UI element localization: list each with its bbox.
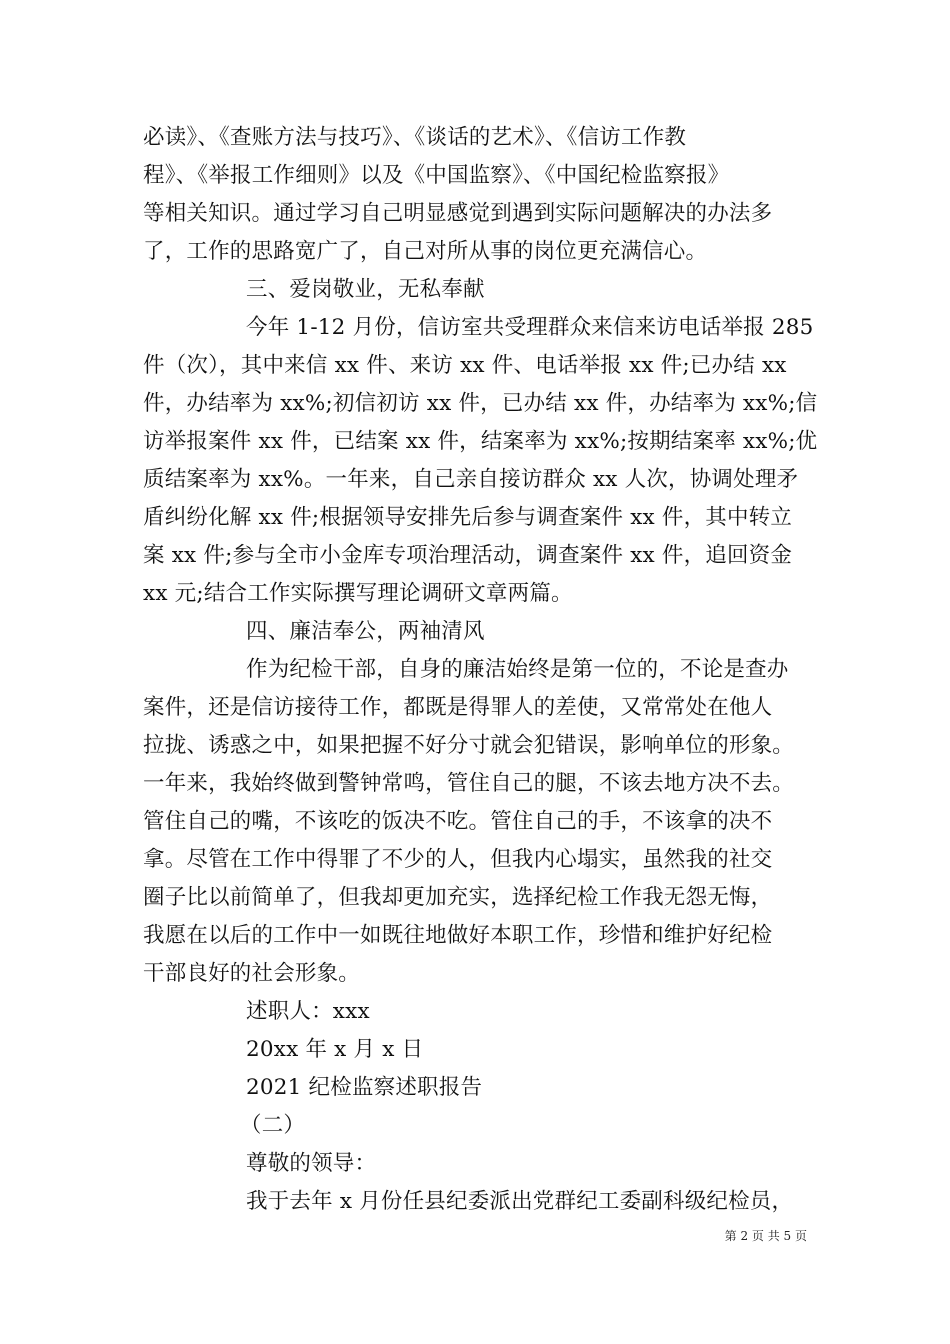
text-line: 盾纠纷化解 xx 件;根据领导安排先后参与调查案件 xx 件，其中转立 [143,505,793,530]
text-line: 了，工作的思路宽广了，自己对所从事的岗位更充满信心。 [143,239,708,264]
text-line: 案件，还是信访接待工作，都既是得罪人的差使，又常常处在他人 [143,695,773,720]
text-line: 访举报案件 xx 件，已结案 xx 件，结案率为 xx%;按期结案率 xx%;优 [143,429,818,454]
text-line: 拉拢、诱惑之中，如果把握不好分寸就会犯错误，影响单位的形象。 [143,733,795,758]
text-line: 干部良好的社会形象。 [143,961,361,986]
report-title: 2021 纪检监察述职报告 [246,1075,483,1100]
section-heading-4: 四、廉洁奉公，两袖清风 [246,619,485,644]
text-line: 必读》、《查账方法与技巧》、《谈话的艺术》、《信访工作教 [143,125,687,150]
text-line: 件（次），其中来信 xx 件、来访 xx 件、电话举报 xx 件;已办结 xx [143,353,787,378]
text-line: 等相关知识。通过学习自己明显感觉到遇到实际问题解决的办法多 [143,201,773,226]
text-line: 我愿在以后的工作中一如既往地做好本职工作，珍惜和维护好纪检 [143,923,773,948]
part-number: （二） [240,1113,306,1138]
salutation: 尊敬的领导： [246,1151,377,1176]
reporter-line: 述职人：xxx [246,999,370,1024]
text-line: 一年来，我始终做到警钟常鸣，管住自己的腿，不该去地方决不去。 [143,771,795,796]
page-number: 第 2 页 共 5 页 [724,1229,807,1243]
date-line: 20xx 年 x 月 x 日 [246,1037,424,1062]
text-line: 件，办结率为 xx%;初信初访 xx 件，已办结 xx 件，办结率为 xx%;信 [143,391,818,416]
text-line: 作为纪检干部，自身的廉洁始终是第一位的，不论是查办 [246,657,789,682]
text-line: 程》、《举报工作细则》以及《中国监察》、《中国纪检监察报》 [143,163,730,188]
text-line: 圈子比以前简单了，但我却更加充实，选择纪检工作我无怨无悔， [143,885,773,910]
text-line: 我于去年 x 月份任县纪委派出党群纪工委副科级纪检员， [246,1189,794,1214]
text-line: 今年 1-12 月份，信访室共受理群众来信来访电话举报 285 [246,315,814,340]
text-line: 拿。尽管在工作中得罪了不少的人，但我内心塌实，虽然我的社交 [143,847,773,872]
section-heading-3: 三、爱岗敬业，无私奉献 [246,277,485,302]
text-line: 质结案率为 xx%。一年来，自己亲自接访群众 xx 人次，协调处理矛 [143,467,799,492]
text-line: 案 xx 件;参与全市小金库专项治理活动，调查案件 xx 件，追回资金 [143,543,793,568]
text-line: 管住自己的嘴，不该吃的饭决不吃。管住自己的手，不该拿的决不 [143,809,773,834]
text-line: xx 元;结合工作实际撰写理论调研文章两篇。 [143,581,573,606]
